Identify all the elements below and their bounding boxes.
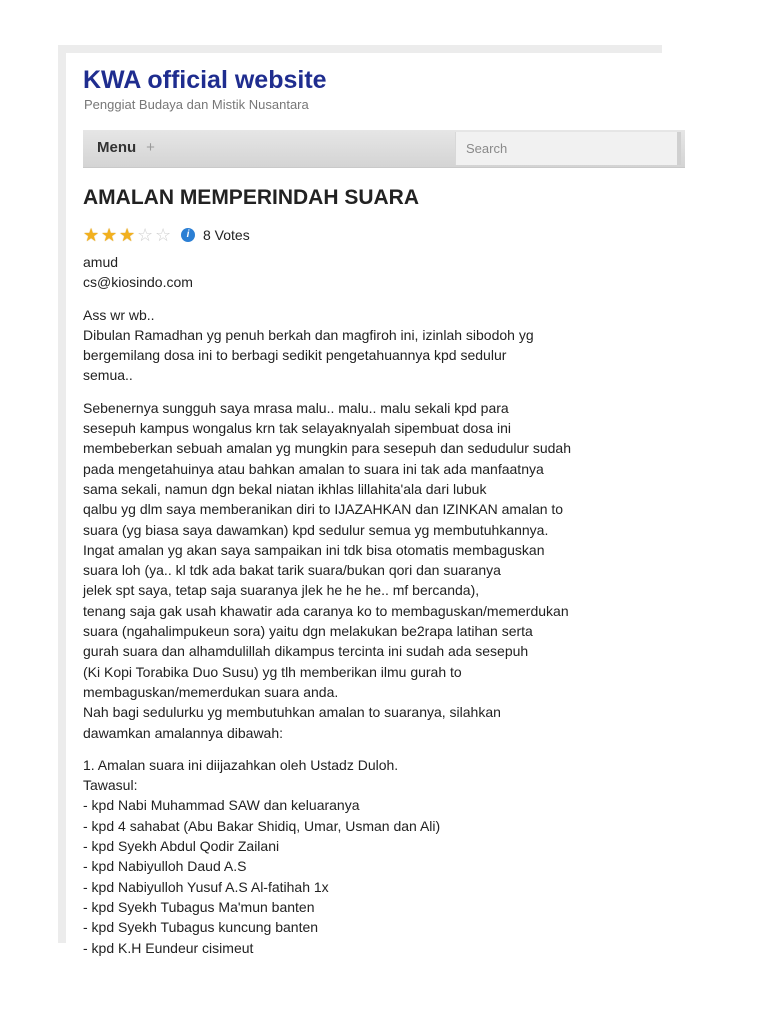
text-line: Tawasul: xyxy=(83,777,138,794)
star-icon[interactable]: ☆ xyxy=(137,225,154,245)
text-line: 1. Amalan suara ini diijazahkan oleh Ustadz Duloh. xyxy=(83,756,399,773)
text-line: tenang saja gak usah khawatir ada caranya ko to membaguskan/memerdukan xyxy=(83,602,569,619)
text-line: dawamkan amalannya dibawah: xyxy=(83,724,284,741)
menu-button[interactable] xyxy=(97,139,155,156)
star-icon[interactable]: ★ xyxy=(119,225,136,245)
paragraph-intro xyxy=(83,398,663,743)
author-email: cs@kiosindo.com xyxy=(83,274,193,291)
text-line: (Ki Kopi Torabika Duo Susu) yg tlh memberikan ilmu gurah to xyxy=(83,663,462,680)
star-icon[interactable]: ☆ xyxy=(155,225,172,245)
text-line: membeberkan sebuah amalan yg mungkin para sesepuh dan sedudulur sudah xyxy=(83,440,571,457)
list-item: - kpd K.H Eundeur cisimeut xyxy=(83,939,254,956)
paragraph-tawasul xyxy=(83,755,663,958)
text-line: Nah bagi sedulurku yg membutuhkan amalan to suaranya, silahkan xyxy=(83,704,501,721)
list-item: - kpd Nabiyulloh Daud A.S xyxy=(83,858,247,875)
author-name: amud xyxy=(83,254,119,270)
text-line: sesepuh kampus wongalus krn tak selayaknyalah sipembuat dosa ini xyxy=(83,420,512,437)
rating-widget xyxy=(83,225,250,245)
plus-icon: + xyxy=(146,139,155,156)
text-line: suara (yg biasa saya dawamkan) kpd sedulur semua yg membutuhkannya. xyxy=(83,521,549,538)
text-line: semua.. xyxy=(83,367,133,384)
text-line: Ass wr wb.. xyxy=(83,306,155,323)
paragraph-greeting xyxy=(83,305,663,386)
list-item: - kpd Syekh Tubagus Ma'mun banten xyxy=(83,898,315,915)
votes-count: 8 Votes xyxy=(203,227,250,243)
text-line: suara loh (ya.. kl tdk ada bakat tarik suara/bukan qori dan suaranya xyxy=(83,562,501,579)
list-item: - kpd Nabiyulloh Yusuf A.S Al-fatihah 1x xyxy=(83,878,329,895)
text-line: Dibulan Ramadhan yg penuh berkah dan magfiroh ini, izinlah sibodoh yg xyxy=(83,326,534,343)
list-item: - kpd Nabi Muhammad SAW dan keluaranya xyxy=(83,797,360,814)
star-icon[interactable]: ★ xyxy=(101,225,118,245)
text-line: suara (ngahalimpukeun sora) yaitu dgn melakukan be2rapa latihan serta xyxy=(83,623,533,640)
text-line: jelek spt saya, tetap saja suaranya jlek he he he.. mf bercanda), xyxy=(83,582,480,599)
article-title: AMALAN MEMPERINDAH SUARA xyxy=(83,186,419,209)
site-title[interactable]: KWA official website xyxy=(83,66,327,94)
text-line: qalbu yg dlm saya memberanikan diri to IJAZAHKAN dan IZINKAN amalan to xyxy=(83,501,564,518)
text-line: bergemilang dosa ini to berbagi sedikit pengetahuannya kpd sedulur xyxy=(83,347,507,364)
text-line: Sebenernya sungguh saya mrasa malu.. malu.. malu sekali kpd para xyxy=(83,399,509,416)
star-icon[interactable]: ★ xyxy=(83,225,100,245)
text-line: membaguskan/memerdukan suara anda. xyxy=(83,683,339,700)
text-line: pada mengetahuinya atau bahkan amalan to suara ini tak ada manfaatnya xyxy=(83,460,544,477)
list-item: - kpd 4 sahabat (Abu Bakar Shidiq, Umar, Usman dan Ali) xyxy=(83,817,441,834)
list-item: - kpd Syekh Abdul Qodir Zailani xyxy=(83,838,280,855)
list-item: - kpd Syekh Tubagus kuncung banten xyxy=(83,919,319,936)
search-input[interactable] xyxy=(455,132,681,165)
text-line: gurah suara dan alhamdulillah dikampus tercinta ini sudah ada sesepuh xyxy=(83,643,529,660)
menu-label: Menu xyxy=(97,139,137,156)
text-line: Ingat amalan yg akan saya sampaikan ini tdk bisa otomatis membaguskan xyxy=(83,541,545,558)
article-content xyxy=(83,252,663,958)
info-icon[interactable]: i xyxy=(181,228,195,242)
text-line: sama sekali, namun dgn bekal niatan ikhlas lillahita'ala dari lubuk xyxy=(83,480,487,497)
site-tagline: Penggiat Budaya dan Mistik Nusantara xyxy=(84,97,309,112)
main-navbar xyxy=(83,130,685,168)
